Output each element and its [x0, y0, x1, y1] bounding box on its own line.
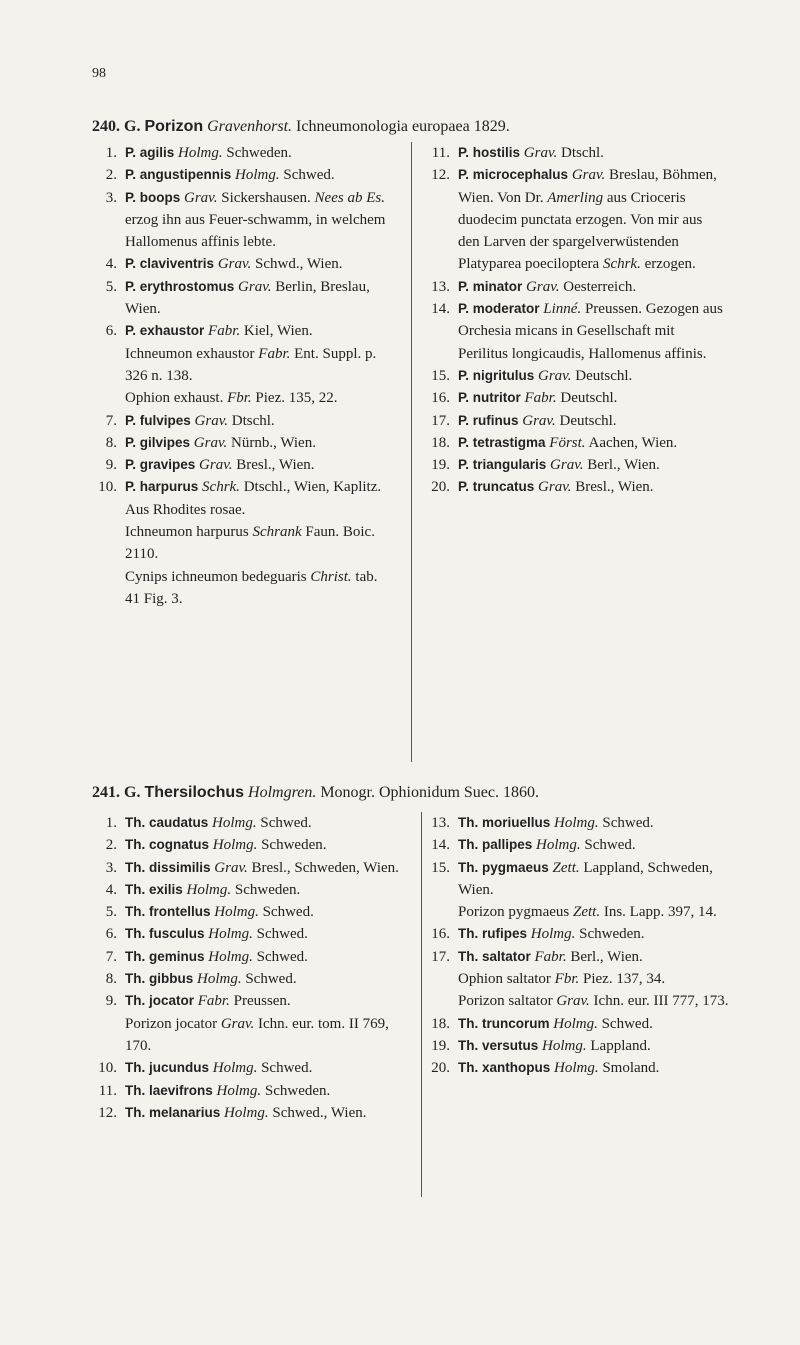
list-item: 5. Th. frontellus Holmg. Schwed.	[105, 904, 314, 921]
list-item: 6. Th. fusculus Holmg. Schwed.	[105, 926, 308, 943]
list-item: 13. P. minator Grav. Oesterreich.	[431, 278, 637, 295]
genus-reference: Monogr. Ophionidum Suec. 1860.	[320, 784, 539, 801]
column-divider	[411, 142, 412, 762]
genus240-right-column	[425, 142, 725, 499]
list-item: 14. Th. pallipes Holmg. Schwed.	[431, 837, 636, 854]
page-number: 98	[92, 66, 106, 81]
genus-author: Holmgren.	[248, 784, 317, 801]
list-item: 5. P. erythrostomus Grav. Berlin, Breslau, Wien.	[105, 278, 370, 318]
list-item: 2. P. angustipennis Holmg. Schwed.	[105, 167, 335, 184]
list-item: 1. Th. caudatus Holmg. Schwed.	[105, 815, 312, 831]
genus-heading-240	[92, 118, 510, 136]
list-item: 9. P. gravipes Grav. Bresl., Wien.	[105, 457, 315, 474]
list-item: 15. P. nigritulus Grav. Deutschl.	[431, 367, 633, 384]
list-item: 1. P. agilis Holmg. Schweden.	[105, 145, 292, 161]
list-item: 18. Th. truncorum Holmg. Schwed.	[431, 1015, 653, 1032]
list-item: 3. Th. dissimilis Grav. Bresl., Schweden, Wien.	[105, 859, 399, 876]
list-item: 4. Th. exilis Holmg. Schweden.	[105, 881, 301, 898]
list-item: 16. P. nutritor Fabr. Deutschl.	[431, 390, 618, 407]
list-item: 14. P. moderator Linné. Preussen. Gezogen aus Orchesia micans in Gesellschaft mit Perilitus longicaudis, Hallomenus affinis.	[431, 301, 723, 362]
genus-letter: G.	[124, 118, 141, 135]
list-item: 17. P. rufinus Grav. Deutschl.	[431, 412, 617, 429]
genus-name: Thersilochus	[144, 784, 245, 801]
genus241-right-column	[425, 812, 743, 1080]
list-item: 17. Th. saltator Fabr. Berl., Wien. Ophion saltator Fbr. Piez. 137, 34. Porizon saltator Grav. Ichn. eur. III 777, 173.	[431, 948, 729, 1010]
list-item: 19. P. triangularis Grav. Berl., Wien.	[431, 457, 660, 474]
list-item: 4. P. claviventris Grav. Schwd., Wien.	[105, 256, 343, 273]
genus-name: Porizon	[144, 118, 204, 135]
list-item: 6. P. exhaustor Fabr. Kiel, Wien. Ichneumon exhaustor Fabr. Ent. Suppl. p. 326 n. 138. Ophion exhaust. Fbr. Piez. 135, 22.	[105, 323, 377, 407]
list-item: 13. Th. moriuellus Holmg. Schwed.	[431, 815, 654, 831]
genus241-left-column	[92, 812, 410, 1124]
genus-number: 240.	[92, 118, 120, 135]
list-item: 20. Th. xanthopus Holmg. Smoland.	[431, 1060, 660, 1077]
list-item: 16. Th. rufipes Holmg. Schweden.	[431, 926, 645, 943]
genus-heading-241	[92, 784, 539, 802]
list-item: 11. P. hostilis Grav. Dtschl.	[431, 145, 604, 161]
list-item: 8. P. gilvipes Grav. Nürnb., Wien.	[105, 434, 316, 451]
genus-number: 241.	[92, 784, 120, 801]
list-item: 12. P. microcephalus Grav. Breslau, Böhmen, Wien. Von Dr. Amerling aus Crioceris duodecim punctata erzogen. Von mir aus den Larven der spargelverwüstenden Platyparea poeciloptera Schrk. erzogen.	[431, 167, 717, 273]
list-item: 7. P. fulvipes Grav. Dtschl.	[105, 412, 275, 429]
list-item: 18. P. tetrastigma Först. Aachen, Wien.	[431, 434, 678, 451]
list-item: 19. Th. versutus Holmg. Lappland.	[431, 1037, 651, 1054]
list-item: 10. P. harpurus Schrk. Dtschl., Wien, Kaplitz. Aus Rhodites rosae. Ichneumon harpurus Schrank Faun. Boic. 2110. Cynips ichneumon bedeguaris Christ. tab. 41 Fig. 3.	[98, 479, 382, 607]
genus-letter: G.	[124, 784, 141, 801]
genus-author: Gravenhorst.	[207, 118, 293, 135]
genus240-left-column	[92, 142, 392, 610]
list-item: 2. Th. cognatus Holmg. Schweden.	[105, 837, 327, 854]
list-item: 7. Th. geminus Holmg. Schwed.	[105, 948, 308, 965]
column-divider	[421, 812, 422, 1197]
list-item: 20. P. truncatus Grav. Bresl., Wien.	[431, 479, 654, 496]
list-item: 12. Th. melanarius Holmg. Schwed., Wien.	[98, 1104, 367, 1121]
list-item: 3. P. boops Grav. Sickershausen. Nees ab Es. erzog ihn aus Feuer-schwamm, in welchem Hallomenus affinis lebte.	[105, 189, 386, 251]
list-item: 10. Th. jucundus Holmg. Schwed.	[98, 1060, 313, 1077]
list-item: 11. Th. laevifrons Holmg. Schweden.	[98, 1082, 331, 1099]
list-item: 8. Th. gibbus Holmg. Schwed.	[105, 971, 297, 988]
list-item: 15. Th. pygmaeus Zett. Lappland, Schweden, Wien. Porizon pygmaeus Zett. Ins. Lapp. 397, 14.	[431, 859, 717, 921]
genus-reference: Ichneumonologia europaea 1829.	[296, 118, 510, 135]
list-item: 9. Th. jocator Fabr. Preussen. Porizon jocator Grav. Ichn. eur. tom. II 769, 170.	[105, 993, 389, 1054]
